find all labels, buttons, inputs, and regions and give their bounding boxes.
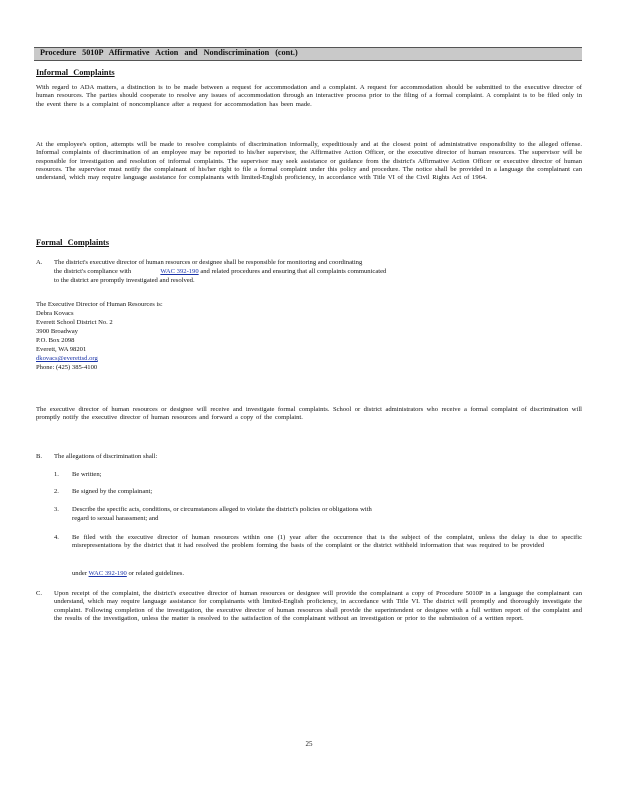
item-a-line2-pre: the district's compliance with <box>54 268 132 275</box>
subitem-4-last-line <box>72 570 184 578</box>
contact-name: Debra Kovacs <box>36 310 74 317</box>
contact-intro: The Executive Director of Human Resources is: <box>36 301 163 308</box>
item-c-text: Upon receipt of the complaint, the district's executive director of human resources or designee will provide the complainant a copy of Procedure 5010P in a language the complainant can understand, which may require language assistance for complainants with limited-English proficiency, in accordance with Title VI. The district will promptly and thoroughly investigate the complaint. Following completion of the investigation, the executive director of human resources shall provide the superintendent or designee with a full written report of the complaint and the results of the investigation, unless the matter is resolved to the satisfaction of the complainant without an investigation or prior to the submission of a written report. <box>54 590 582 622</box>
contact-email-link[interactable]: dkovacs@everettsd.org <box>36 355 98 362</box>
contact-org: Everett School District No. 2 <box>36 319 113 326</box>
subitem-2-number: 2. <box>54 488 59 495</box>
formal-complaints-heading: Formal Complaints <box>36 238 110 247</box>
item-c-marker: C. <box>36 590 43 597</box>
procedure-title: Procedure 5010P Affirmative Action and Nondiscrimination (cont.) <box>40 48 298 57</box>
item-a-line2-post: and related procedures and ensuring that all complaints communicated <box>200 268 387 275</box>
item-a-line3: to the district are promptly investigated and resolved. <box>54 277 195 284</box>
contact-pobox: P.O. Box 2098 <box>36 337 75 344</box>
receive-complaints-paragraph: The executive director of human resources or designee will receive and investigate formal complaints. School or district administrators who receive a formal complaint of discrimination will promptly notify the executive director of human resources and forward a copy of the complaint. <box>36 406 582 422</box>
contact-city: Everett, WA 98201 <box>36 346 87 353</box>
subitem-2-text: Be signed by the complainant; <box>72 488 153 495</box>
subitem-4-last-pre: under <box>72 570 88 577</box>
subitem-1-text: Be written; <box>72 471 102 478</box>
item-b-text: The allegations of discrimination shall: <box>54 453 158 460</box>
wac-link-a[interactable]: WAC 392-190 <box>160 268 199 275</box>
item-b-marker: B. <box>36 453 43 460</box>
contact-email-row <box>36 355 98 363</box>
item-a-line2 <box>54 268 386 276</box>
subitem-3-line2: regard to sexual harassment; and <box>72 515 159 522</box>
informal-paragraph-ada: With regard to ADA matters, a distinction is to be made between a request for accommodation and a complaint. A request for accommodation should be submitted to the executive director of human resources. The parties should cooperate to resolve any issues of accommodation through an interactive process prior to the filing of a formal complaint. A complaint is to be filed only in the event there is a complaint of noncompliance after a request for accommodation has been made. <box>36 84 582 108</box>
subitem-4-text: Be filed with the executive director of human resources within one (1) year after the occurrence that is the subject of the complaint, unless the delay is due to specific misrepresentations by the district that it had resolved the problem forming the basis of the complaint or the district withheld information that was required to be provided <box>72 534 582 550</box>
contact-phone: Phone: (425) 385-4100 <box>36 364 98 371</box>
wac-link-b[interactable]: WAC 392-190 <box>88 570 127 577</box>
page-number: 25 <box>305 740 313 748</box>
subitem-3-line1: Describe the specific acts, conditions, or circumstances alleged to violate the district's policies or obligations with <box>72 506 372 513</box>
subitem-3-number: 3. <box>54 506 59 513</box>
subitem-4-last-post: or related guidelines. <box>128 570 184 577</box>
contact-street: 3900 Broadway <box>36 328 78 335</box>
subitem-4-number: 4. <box>54 534 59 541</box>
informal-complaints-heading: Informal Complaints <box>36 68 115 77</box>
item-a-marker: A. <box>36 259 43 266</box>
informal-paragraph-resolution: At the employee's option, attempts will be made to resolve complaints of discrimination informally, expeditiously and at the closest point of administrative responsibility to the alleged offense. Informal complaints of discrimination of an employee may be reported to his/her supervisor, the Affirmative Action Officer, or the executive director of human resources. The supervisor will be responsible for investigation and resolution of informal complaints. The supervisor may seek assistance or guidance from the district's Affirmative Action Officer or executive director of human resources. The supervisor must notify the complainant of his/her right to file a formal complaint under this policy and procedure. The notice shall be provided in a language the complainant can understand, which may require language assistance for complainants with limited-English proficiency, in accordance with Title VI of the Civil Rights Act of 1964. <box>36 141 582 182</box>
subitem-1-number: 1. <box>54 471 59 478</box>
item-a-line1: The district's executive director of human resources or designee shall be responsible for monitoring and coordinating <box>54 259 363 266</box>
